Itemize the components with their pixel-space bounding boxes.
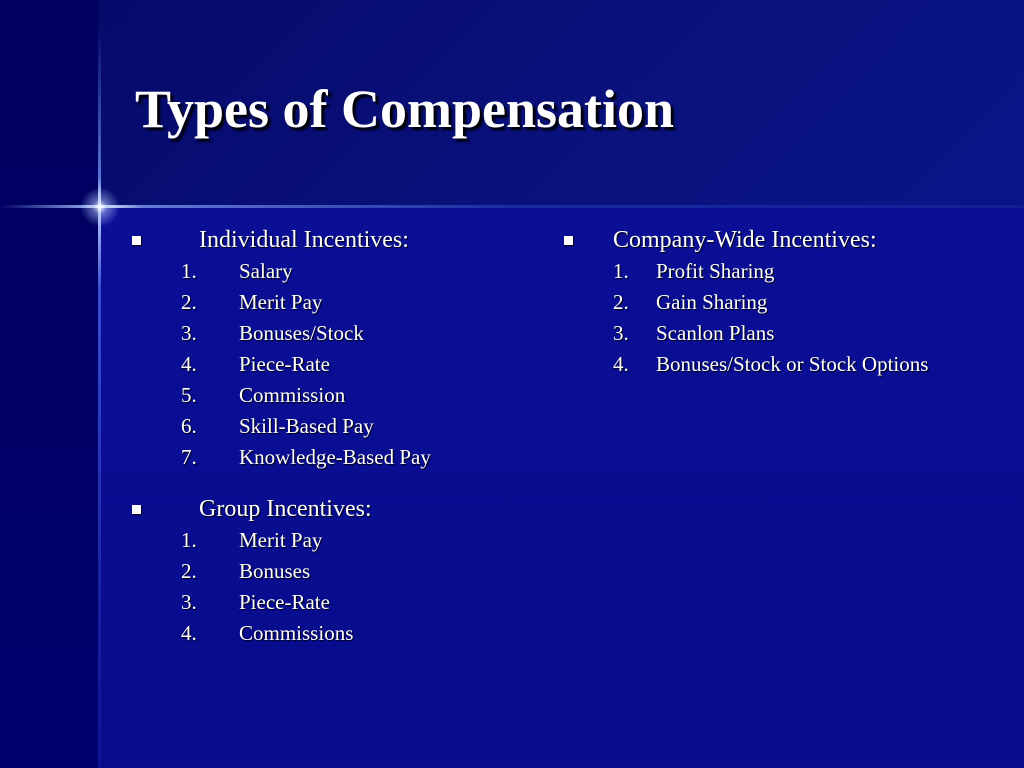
- item-number: 2.: [181, 290, 197, 314]
- list-item: [128, 287, 528, 318]
- list-item: [128, 380, 528, 411]
- item-text: Piece-Rate: [239, 352, 330, 376]
- item-text: Merit Pay: [239, 528, 323, 552]
- list-item: [560, 318, 1000, 349]
- bullet-heading: [128, 224, 528, 256]
- section-group-incentives: [128, 493, 528, 649]
- list-item: [128, 318, 528, 349]
- item-number: 6.: [181, 414, 197, 438]
- list-item: [128, 587, 528, 618]
- section-heading: Company-Wide Incentives:: [613, 226, 877, 253]
- numbered-list: [128, 525, 528, 649]
- list-item: [560, 287, 1000, 318]
- square-bullet-icon: [564, 236, 573, 245]
- list-item: [128, 256, 528, 287]
- item-text: Profit Sharing: [656, 259, 775, 283]
- list-item: [128, 525, 528, 556]
- list-item: [560, 256, 1000, 287]
- item-number: 5.: [181, 383, 197, 407]
- square-bullet-icon: [132, 236, 141, 245]
- item-number: 1.: [181, 259, 197, 283]
- item-number: 3.: [613, 321, 629, 345]
- item-number: 3.: [181, 590, 197, 614]
- item-text: Gain Sharing: [656, 290, 768, 314]
- section-heading: Group Incentives:: [199, 495, 372, 522]
- numbered-list: [128, 256, 528, 473]
- item-text: Salary: [239, 259, 293, 283]
- square-bullet-icon: [132, 505, 141, 514]
- list-item: [128, 556, 528, 587]
- item-text: Skill-Based Pay: [239, 414, 374, 438]
- item-number: 1.: [181, 528, 197, 552]
- item-text: Merit Pay: [239, 290, 323, 314]
- item-number: 1.: [613, 259, 629, 283]
- item-number: 4.: [181, 621, 197, 645]
- left-column: [128, 224, 528, 669]
- item-number: 7.: [181, 445, 197, 469]
- list-item: [128, 442, 528, 473]
- slide-title: Types of Compensation: [135, 79, 675, 139]
- item-text: Bonuses/Stock or Stock Options: [656, 352, 929, 376]
- section-heading: Individual Incentives:: [199, 226, 409, 253]
- item-text: Commissions: [239, 621, 354, 645]
- item-text: Bonuses/Stock: [239, 321, 364, 345]
- item-number: 4.: [181, 352, 197, 376]
- item-text: Piece-Rate: [239, 590, 330, 614]
- item-text: Knowledge-Based Pay: [239, 445, 431, 469]
- bullet-heading: [128, 493, 528, 525]
- numbered-list: [560, 256, 1000, 380]
- section-company-wide-incentives: [560, 224, 1000, 380]
- item-number: 3.: [181, 321, 197, 345]
- item-number: 2.: [613, 290, 629, 314]
- list-item: [128, 618, 528, 649]
- right-column: [560, 224, 1000, 400]
- section-individual-incentives: [128, 224, 528, 473]
- light-flare-star-icon: [80, 187, 120, 227]
- light-flare-horizontal: [0, 205, 1024, 208]
- item-text: Commission: [239, 383, 346, 407]
- item-number: 4.: [613, 352, 629, 376]
- list-item: [560, 349, 1000, 380]
- item-number: 2.: [181, 559, 197, 583]
- light-flare-vertical: [98, 30, 101, 768]
- background-left-band: [0, 0, 98, 768]
- bullet-heading: [560, 224, 1000, 256]
- item-text: Bonuses: [239, 559, 311, 583]
- list-item: [128, 349, 528, 380]
- list-item: [128, 411, 528, 442]
- item-text: Scanlon Plans: [656, 321, 775, 345]
